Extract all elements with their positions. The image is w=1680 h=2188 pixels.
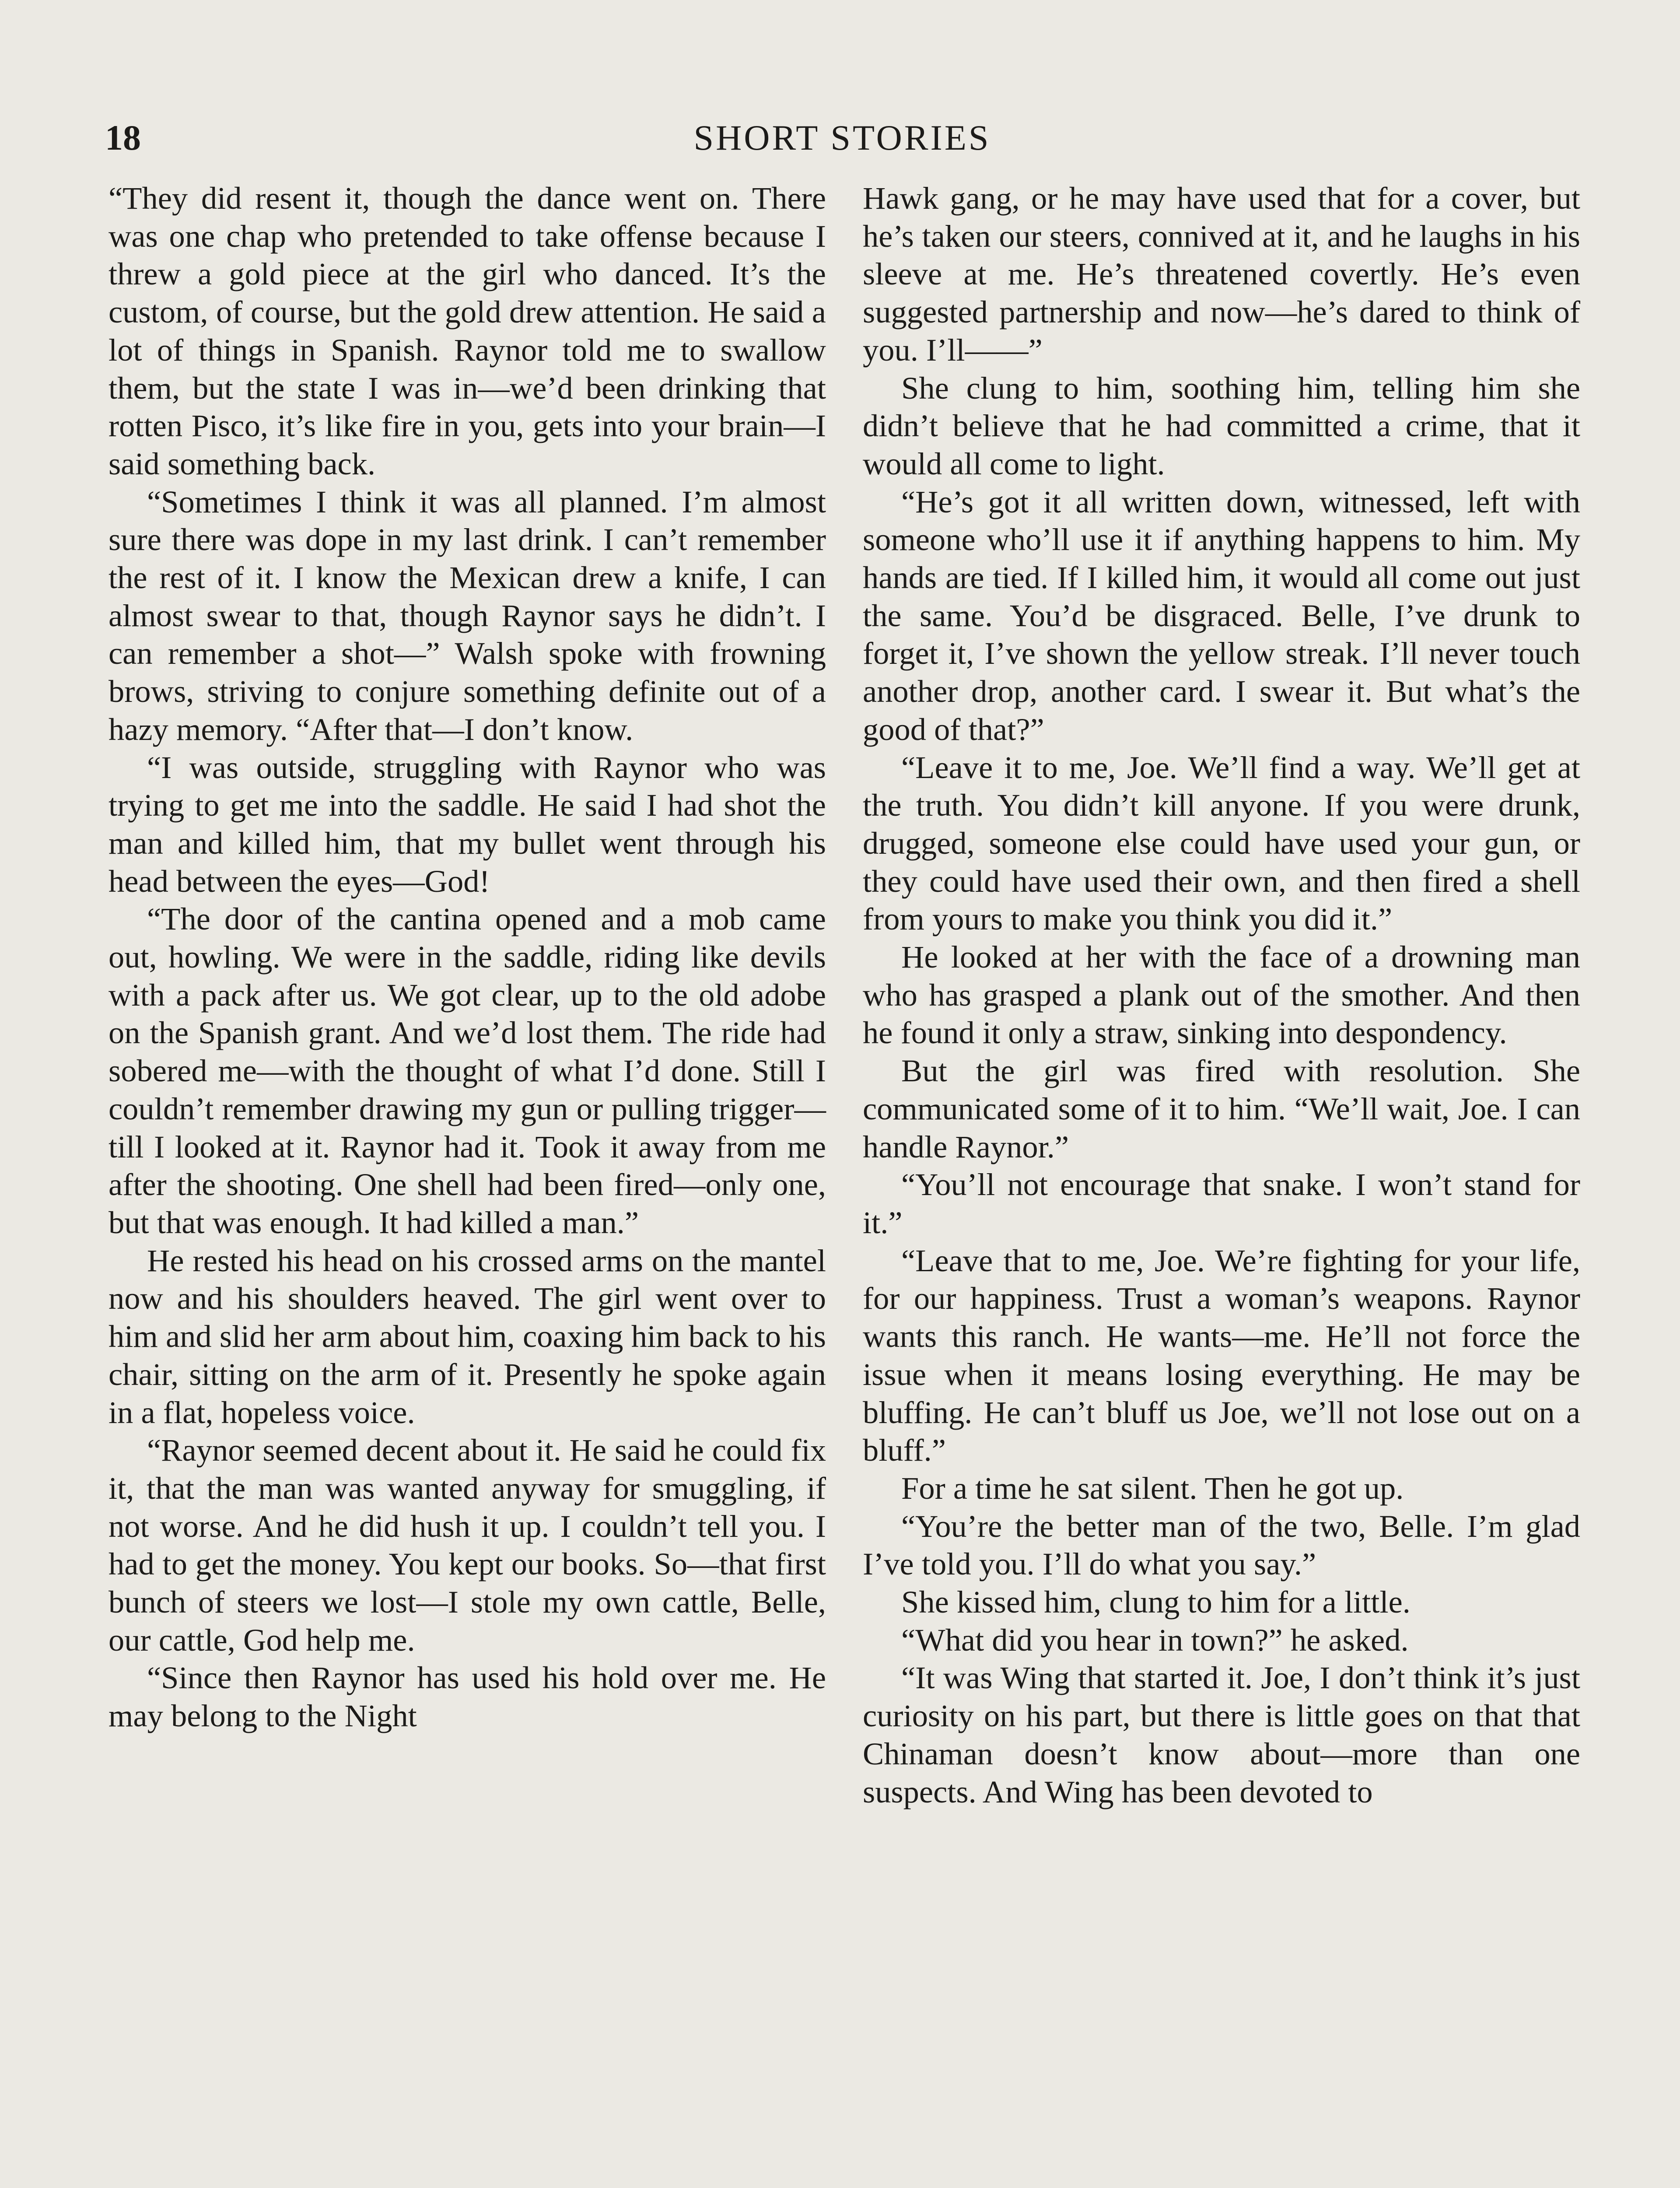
paragraph: But the girl was fired with resolution. She communicated some of it to him. “We’ll wait, Joe. I can handle Raynor.” [863,1053,1580,1164]
paragraph: “I was outside, struggling with Raynor who was trying to get me into the saddle. He said I had shot the man and killed him, that my bullet went through his head between the eyes—God! [108,749,826,899]
left-column [108,179,826,1735]
paragraph: She clung to him, soothing him, telling him she didn’t believe that he had committed a crime, that it would all come to light. [863,370,1580,481]
paragraph: “Sometimes I think it was all planned. I’m almost sure there was dope in my last drink. I can’t remember the rest of it. I know the Mexican drew a knife, I can almost swear to that, though Raynor says he didn’t. I can remember a shot—” Walsh spoke with frowning brows, striving to conjure something definite out of a hazy memory. “After that—I don’t know. [108,484,826,747]
paragraph: “You’ll not encourage that snake. I won’t stand for it.” [863,1167,1580,1240]
paragraph: “They did resent it, though the dance went on. There was one chap who pretended to take offense because I threw a gold piece at the girl who danced. It’s the custom, of course, but the gold drew attention. He said a lot of things in Spanish. Raynor told me to swallow them, but the state I was in—we’d been drinking that rotten Pisco, it’s like fire in you, gets into your brain—I said something back. [108,180,826,481]
running-head: SHORT STORIES [693,118,991,158]
paragraph: “Leave that to me, Joe. We’re fighting for your life, for our happiness. Trust a woman’s weapons. Raynor wants this ranch. He wants—me. He’ll not force the issue when it means losing everything. He may be bluffing. He can’t bluff us Joe, we’ll not lose out on a bluff.” [863,1242,1580,1468]
paragraph: He rested his head on his crossed arms on the mantel now and his shoulders heaved. The girl went over to him and slid her arm about him, coaxing him back to his chair, sitting on the arm of it. Presently he spoke again in a flat, hopeless voice. [108,1242,826,1430]
page-header [105,112,1579,164]
paragraph: “It was Wing that started it. Joe, I don’t think it’s just curiosity on his part, but there is little goes on that that Chinaman doesn’t know about—more than one suspects. And Wing has been devoted to [863,1660,1580,1809]
paragraph: He looked at her with the face of a drowning man who has grasped a plank out of the smother. And then he found it only a straw, sinking into despondency. [863,939,1580,1051]
paragraph: “The door of the cantina opened and a mob came out, howling. We were in the saddle, riding like devils with a pack after us. We got clear, up to the old adobe on the Spanish grant. And we’d lost them. The ride had sobered me—with the thought of what I’d done. Still I couldn’t remember drawing my gun or pulling trigger—till I looked at it. Raynor had it. Took it away from me after the shooting. One shell had been fired—only one, but that was enough. It had killed a man.” [108,901,826,1240]
paragraph: “He’s got it all written down, witnessed, left with someone who’ll use it if anything happens to him. My hands are tied. If I killed him, it would all come out just the same. You’d be disgraced. Belle, I’ve drunk to forget it, I’ve shown the yellow streak. I’ll never touch another drop, another card. I swear it. But what’s the good of that?” [863,484,1580,747]
paragraph: “You’re the better man of the two, Belle. I’m glad I’ve told you. I’ll do what you say.” [863,1508,1580,1582]
paragraph: “What did you hear in town?” he asked. [901,1622,1409,1658]
paragraph: “Since then Raynor has used his hold over me. He may belong to the Night [108,1660,826,1734]
right-column [863,179,1580,1811]
paragraph: For a time he sat silent. Then he got up. [901,1470,1404,1506]
paragraph: Hawk gang, or he may have used that for a cover, but he’s taken our steers, connived at it, and he laughs in his sleeve at me. He’s threatened covertly. He’s even suggested partnership and now—he’s dared to think of you. I’ll——” [863,180,1580,368]
paragraph: “Leave it to me, Joe. We’ll find a way. We’ll get at the truth. You didn’t kill anyone. If you were drunk, drugged, someone else could have used your gun, or they could have used their own, and then fired a shell from yours to make you think you did it.” [863,749,1580,937]
paragraph: She kissed him, clung to him for a little. [901,1584,1410,1620]
page-number: 18 [105,118,141,158]
paragraph: “Raynor seemed decent about it. He said he could fix it, that the man was wanted anyway for smuggling, if not worse. And he did hush it up. I couldn’t tell you. I had to get the money. You kept our books. So—that first bunch of steers we lost—I stole my own cattle, Belle, our cattle, God help me. [108,1432,826,1658]
